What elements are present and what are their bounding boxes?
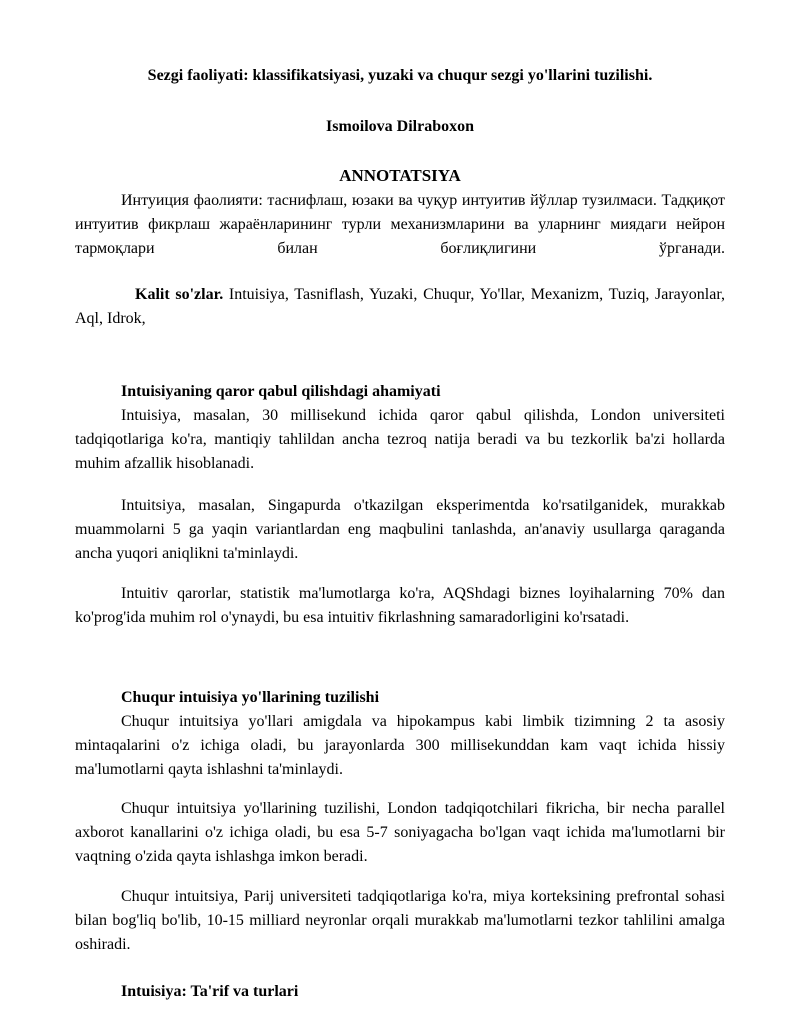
section-2-paragraph-3: Chuqur intuitsiya, Parij universiteti tadqiqotlariga ko'ra, miya korteksining prefrontal sohasi bilan bog'liq bo'lib, 10-15 milliard neyronlar orqali murakkab ma'lumotlarni tezkor tahlilini amalga oshiradi. bbox=[75, 888, 725, 953]
keywords-list: Intuisiya, Tasniflash, Yuzaki, Chuqur, Yo'llar, Mexanizm, Tuziq, Jarayonlar, Aql, Idrok, bbox=[75, 286, 726, 327]
section-heading-decision-making: Intuisiyaning qaror qabul qilishdagi ahamiyati bbox=[121, 383, 441, 400]
keywords-paragraph bbox=[75, 283, 725, 331]
keywords-label: Kalit so'zlar. bbox=[135, 286, 224, 303]
section-1-paragraph-2: Intuitsiya, masalan, Singapurda o'tkazilgan eksperimentda ko'rsatilganidek, murakkab muammolarni 5 ga yaqin variantlardan eng maqbulini tanlashda, an'anaviy usullarga qaraganda ancha yuqori aniqlikni ta'minlaydi. bbox=[75, 497, 725, 562]
section-2-paragraph-1: Chuqur intuitsiya yo'llari amigdala va hipokampus kabi limbik tizimning 2 ta asosiy mintaqalarini o'z ichiga oladi, bu jarayonlarda 300 millisekunddan kam vaqt ichida hissiy ma'lumotlarni qayta ishlashni ta'minlaydi. bbox=[75, 713, 725, 778]
author-name: Ismoilova Dilraboxon bbox=[325, 118, 474, 135]
document-title: Sezgi faoliyati: klassifikatsiyasi, yuzaki va chuqur sezgi yo'llarini tuzilishi. bbox=[147, 67, 653, 84]
section-2-paragraph-2: Chuqur intuitsiya yo'llarining tuzilishi, London tadqiqotchilari fikricha, bir necha parallel axborot kanallarini o'z ichiga oladi, bu esa 5-7 soniyagacha bo'lgan vaqt ichida ma'lumotlarni bir vaqtning o'zida qayta ishlashga imkon beradi. bbox=[75, 800, 725, 865]
section-1-paragraph-1: Intuisiya, masalan, 30 millisekund ichida qaror qabul qilishda, London universiteti tadqiqotlariga ko'ra, mantiqiy tahlildan ancha tezroq natija beradi va bu tezkorlik ba'zi hollarda muhim afzallik hisoblanadi. bbox=[75, 407, 725, 472]
section-heading-definition-types: Intuisiya: Ta'rif va turlari bbox=[121, 983, 299, 1000]
annotation-heading: ANNOTATSIYA bbox=[339, 166, 461, 185]
annotation-paragraph: Интуиция фаолияти: таснифлаш, юзаки ва чуқур интуитив йўллар тузилмаси. Тадқиқот интуитив фикрлаш жараёнларининг турли механизмларини ва уларнинг миядаги нейрон тармоқлари билан боғлиқлигини ўрганади. bbox=[75, 192, 725, 257]
section-heading-deep-intuition: Chuqur intuisiya yo'llarining tuzilishi bbox=[121, 689, 380, 706]
section-1-paragraph-3: Intuitiv qarorlar, statistik ma'lumotlarga ko'ra, AQShdagi biznes loyihalarning 70% dan ko'prog'ida muhim rol o'ynaydi, bu esa intuitiv fikrlashning samaradorligini ko'rsatadi. bbox=[75, 585, 725, 626]
